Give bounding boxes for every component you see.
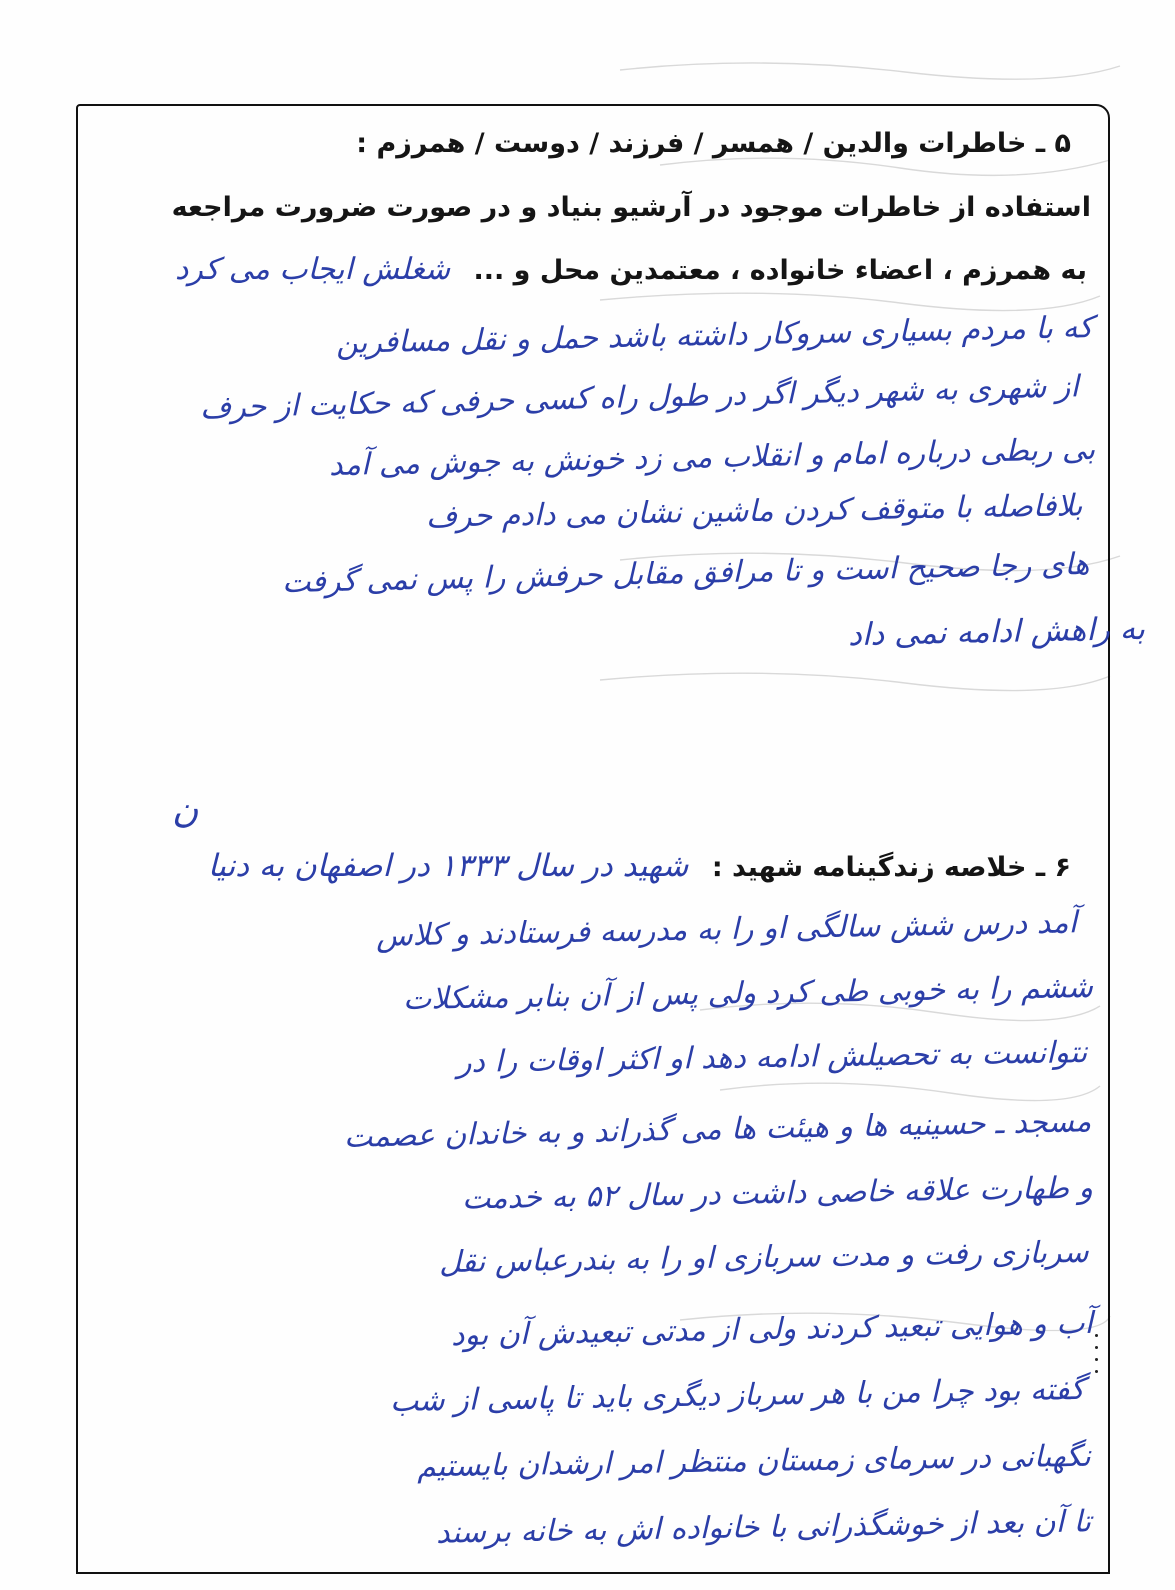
section-5-handwriting-line-3: بی ربطی درباره امام و انقلاب می زد خونش به جوش می آمد	[328, 431, 1096, 484]
section-6-handwriting-line-9: نگهبانی در سرمای زمستان منتظر امر ارشدان بایستیم	[416, 1438, 1092, 1485]
section-6-handwriting-line-8: گفته بود چرا من با هر سرباز دیگری باید تا پاسی از شب	[390, 1371, 1086, 1420]
section-5-handwriting-line-1: که با مردم بسیاری سروکار داشته باشد حمل و نقل مسافرین	[335, 310, 1094, 361]
stray-handwritten-mark: ن	[172, 790, 199, 831]
section-5-instruction-line-1: استفاده از خاطرات موجود در آرشیو بنیاد و در صورت ضرورت مراجعه	[171, 192, 1091, 223]
section-6-handwriting-inline: شهید در سال ۱۳۳۳ در اصفهان به دنیا	[207, 848, 689, 884]
section-5-instruction-line-2	[175, 252, 1087, 287]
section-5-handwriting-inline: شغلش ایجاب می کرد	[175, 252, 451, 287]
section-5-handwriting-line-4: بلافاصله با متوقف کردن ماشین نشان می دادم حرف	[426, 488, 1084, 535]
section-6-handwriting-line-2: ششم را به خوبی طی کرد ولی پس از آن بنابر مشکلات	[402, 969, 1094, 1018]
section-6-heading	[208, 848, 1071, 884]
section-6-handwriting-line-6: سربازی رفت و مدت سربازی او را به بندرعباس نقل	[439, 1234, 1090, 1281]
section-6-handwriting-line-1: آمد درس شش سالگی او را به مدرسه فرستادند و کلاس	[375, 905, 1078, 954]
section-5-handwriting-line-6: به راهش ادامه نمی داد	[847, 610, 1146, 654]
section-5-handwriting-line-5: های رجا صحیح است و تا مرافق مقابل حرفش را پس نمی گرفت	[281, 546, 1090, 601]
section-6-handwriting-line-3: نتوانست به تحصیلش ادامه دهد او اکثر اوقات را در	[456, 1035, 1088, 1080]
section-6-handwriting-line-10: تا آن بعد از خوشگذرانی با خانواده اش به خانه برسند	[435, 1504, 1092, 1551]
section-5-instruction-text: به همرزم ، اعضاء خانواده ، معتمدین محل و ...	[473, 255, 1087, 286]
section-5-handwriting-line-2: از شهری به شهر دیگر اگر در طول راه کسی حرفی که حکایت از حرف	[199, 369, 1080, 426]
section-6-heading-text: ۶ ـ خلاصه زندگینامه شهید :	[711, 852, 1071, 883]
section-6-handwriting-line-5: و طهارت علاقه خاصی داشت در سال ۵۲ به خدمت	[461, 1170, 1094, 1217]
section-5-heading: ۵ ـ خاطرات والدین / همسر / فرزند / دوست / همرزم :	[356, 128, 1071, 159]
section-6-handwriting-line-4: مسجد ـ حسینیه ها و هیئت ها می گذراند و به خاندان عصمت	[343, 1104, 1092, 1155]
section-6-handwriting-line-7: آب و هوایی تبعید کردند ولی از مدتی تبعیدش آن بود	[450, 1305, 1094, 1354]
